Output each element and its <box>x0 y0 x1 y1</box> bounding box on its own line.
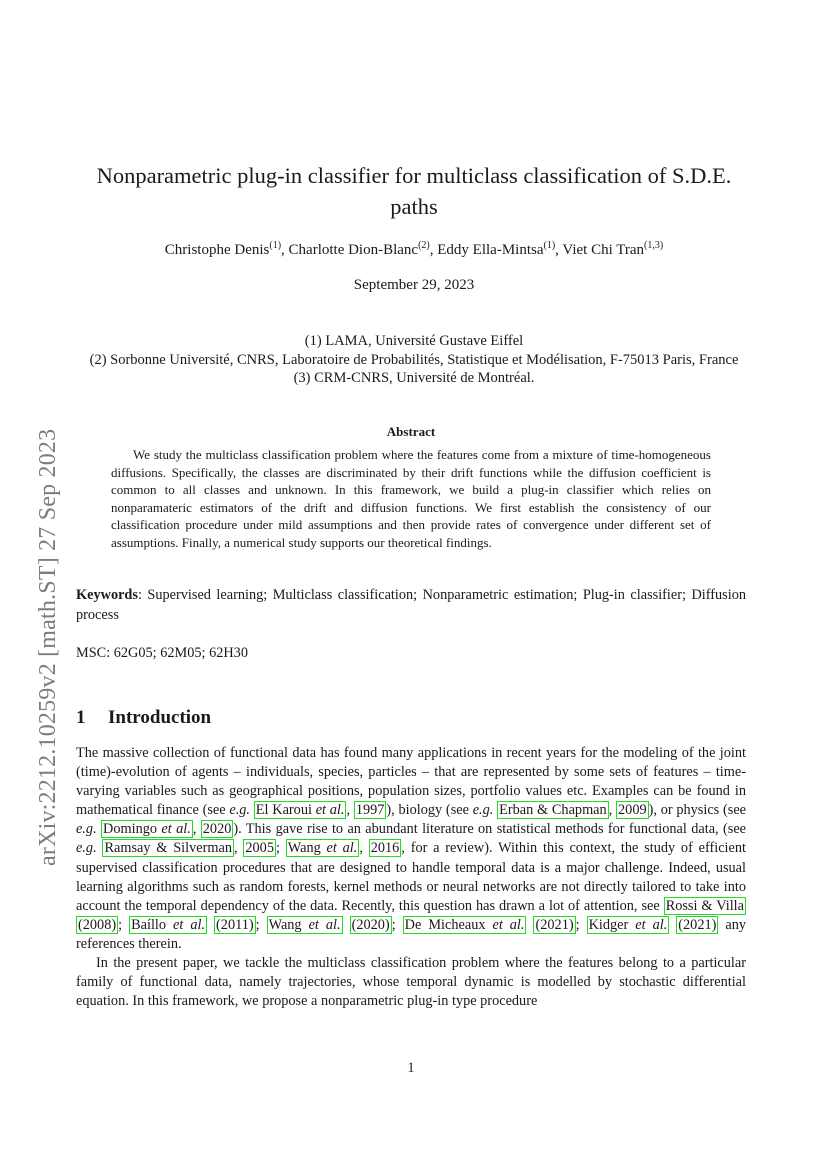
author-separator: , <box>555 242 563 258</box>
section-number: 1 <box>76 707 86 728</box>
section-title: Introduction <box>108 707 212 728</box>
citation-link[interactable]: 1997 <box>355 802 385 819</box>
citation-etal: et al. <box>326 840 358 857</box>
citation-link[interactable] <box>129 916 207 934</box>
emphasis: e.g. <box>76 821 97 838</box>
keywords-label: Keywords <box>76 587 138 603</box>
paragraph: The massive collection of functional data has found many applications in recent years for the modeling of the joint (time)-evolution of agents – individuals, species, particles – that are represented by some sets of features – time-varying variables such as geographical positions, population sizes, portfolio values etc. Examples can be found in mathematical finance (see e.g. El Karoui et al. , 1997 ), biology (see e.g. Erban & Chapman , 2009 ), or physics (see e.g. Domingo et al. , 2020 ). This gave rise to an abundant literature on statistical methods for functional data, (see e.g. Ramsay & Silverman , 2005 ; Wang et al. , 2016 , for a review). Within this context, the study of efficient supervised classification procedures that are designed to handle temporal data is a major challenge. Indeed, usual learning algorithms such as random forests, kernel methods or neural networks are not directly tailored to take into account the temporal dependency of the data. Recently, this question has drawn a lot of attention, see Rossi & Villa (2008) ; Baíllo et al. (2011) ; Wang et al. (2020) ; De Micheaux et al. (2021) ; Kidger et al. (2021) any references therein. <box>76 745 747 952</box>
author-name: Charlotte Dion-Blanc <box>288 242 419 258</box>
citation-link[interactable] <box>267 916 343 934</box>
citation-link[interactable]: 2005 <box>245 840 274 857</box>
citation-link[interactable]: 2016 <box>370 840 400 857</box>
citation-etal: et al. <box>492 916 525 933</box>
citation-text: El Karoui <box>255 802 316 819</box>
affiliation-line: (2) Sorbonne Université, CNRS, Laboratoire de Probabilités, Statistique et Modélisation, F-75013 Paris, France <box>89 351 739 368</box>
citation-link[interactable] <box>254 801 347 819</box>
paper-title: Nonparametric plug-in classifier for multiclass classification of S.D.E. paths <box>96 163 732 219</box>
text-run: ), biology (see <box>386 802 473 819</box>
citation-etal: et al. <box>308 916 341 933</box>
text-run: ; <box>275 840 286 857</box>
abstract-heading: Abstract <box>386 424 436 439</box>
text-run: ; <box>575 916 587 933</box>
author-name: Christophe Denis <box>164 242 270 258</box>
author-separator: , <box>281 242 289 258</box>
citation-link[interactable]: (2021) <box>678 916 717 933</box>
abstract-text: We study the multiclass classification problem where the features come from a mixture of time-homogeneous diffusions. Specifically, the classes are discriminated by their drift functions while the diffusion coefficient is common to all classes and unknown. In this framework, we build a plug-in classifier which relies on nonparamateric estimators of the drift and diffusion functions. We first establish the consistency of our classification procedure under mild assumptions and then provide rates of convergence under different set of assumptions. Finally, a numerical study supports our theoretical findings. <box>111 447 711 550</box>
text-run: ). This gave rise to an abundant literature on statistical methods for functional data, (see <box>233 821 747 838</box>
text-run: The massive collection of functional data has found many applications in recent years for the modeling of the joint (time)-evolution of agents – individuals, species, particles – that are represented by some sets of features – time-varying variables such as geographical positions, population sizes, portfolio values etc. Examples can be found in mathematical finance (see <box>76 745 746 819</box>
citation-link[interactable] <box>403 916 527 934</box>
citation-link[interactable]: (2020) <box>351 916 390 933</box>
citation-text: Wang <box>287 840 327 857</box>
paragraph: In the present paper, we tackle the multiclass classification problem where the features belong to a particular family of functional data, namely trajectories, whose temporal dynamic is modelled by stochastic differential equation. In this framework, we propose a nonparametric plug-in type procedure <box>76 955 746 1010</box>
page-number: 1 <box>407 1060 415 1076</box>
msc-codes: MSC: 62G05; 62M05; 62H30 <box>76 645 248 661</box>
arxiv-identifier-stamp: arXiv:2212.10259v2 [math.ST] 27 Sep 2023 <box>35 428 61 866</box>
author-affiliation-mark: (1) <box>269 240 282 251</box>
affiliation-line: (3) CRM-CNRS, Université de Montréal. <box>293 370 535 386</box>
citation-link[interactable] <box>286 839 360 857</box>
citation-link[interactable]: Ramsay & Silverman <box>104 840 232 857</box>
citation-link[interactable] <box>587 916 670 934</box>
citation-link[interactable]: Rossi & Villa <box>665 897 744 914</box>
citation-link[interactable]: 2020 <box>202 821 232 838</box>
citation-text: Baíllo <box>131 916 174 933</box>
text-run: ), or physics (see <box>648 802 747 819</box>
citation-etal: et al. <box>161 821 191 838</box>
emphasis: e.g. <box>76 840 97 857</box>
citation-link[interactable]: Erban & Chapman <box>499 802 607 819</box>
author-affiliation-mark: (2) <box>418 240 430 251</box>
text-run: , <box>346 802 351 819</box>
citation-link[interactable] <box>101 820 193 838</box>
citation-text: Kidger <box>588 916 636 933</box>
citation-link[interactable]: 2009 <box>618 802 647 819</box>
introduction-body <box>76 744 746 1011</box>
text-run: , <box>192 821 197 838</box>
text-run: ; <box>391 916 403 933</box>
text-run: any references therein. <box>76 916 747 952</box>
citation-etal: et al. <box>635 916 668 933</box>
text-run: , <box>359 840 363 857</box>
citation-link[interactable]: (2008) <box>78 916 117 933</box>
citation-link[interactable]: (2011) <box>216 916 254 933</box>
citation-text: Domingo <box>103 821 162 838</box>
author-list <box>76 240 752 260</box>
citation-etal: et al. <box>315 802 345 819</box>
author-separator: , <box>429 242 438 258</box>
affiliation-line: (1) LAMA, Université Gustave Eiffel <box>304 333 524 349</box>
emphasis: e.g. <box>229 802 251 819</box>
affiliations <box>76 332 752 388</box>
text-run: ; <box>118 916 130 933</box>
emphasis: e.g. <box>472 802 494 819</box>
section-heading <box>76 705 746 731</box>
citation-etal: et al. <box>173 916 206 933</box>
citation-text: De Micheaux <box>404 916 493 933</box>
author-name: Viet Chi Tran <box>562 242 645 258</box>
author-affiliation-mark: (1) <box>543 240 556 251</box>
citation-text: Wang <box>268 916 309 933</box>
text-run: ; <box>255 916 267 933</box>
keywords <box>76 586 746 625</box>
text-run: , for a review). Within this context, the study of efficient supervised classification procedures that are designed to handle temporal data is a major challenge. Indeed, usual learning algorithms such as random forests, kernel methods or neural networks are not directly tailored to take into account the temporal dependency of the data. Recently, this question has drawn a lot of attention, see <box>76 840 746 914</box>
keywords-text: : Supervised learning; Multiclass classification; Nonparametric estimation; Plug-in classifier; Diffusion process <box>76 587 746 623</box>
author-affiliation-mark: (1,3) <box>644 240 664 251</box>
author-name: Eddy Ella-Mintsa <box>437 242 544 258</box>
paper-date: September 29, 2023 <box>353 277 475 293</box>
citation-link[interactable]: (2021) <box>535 916 574 933</box>
